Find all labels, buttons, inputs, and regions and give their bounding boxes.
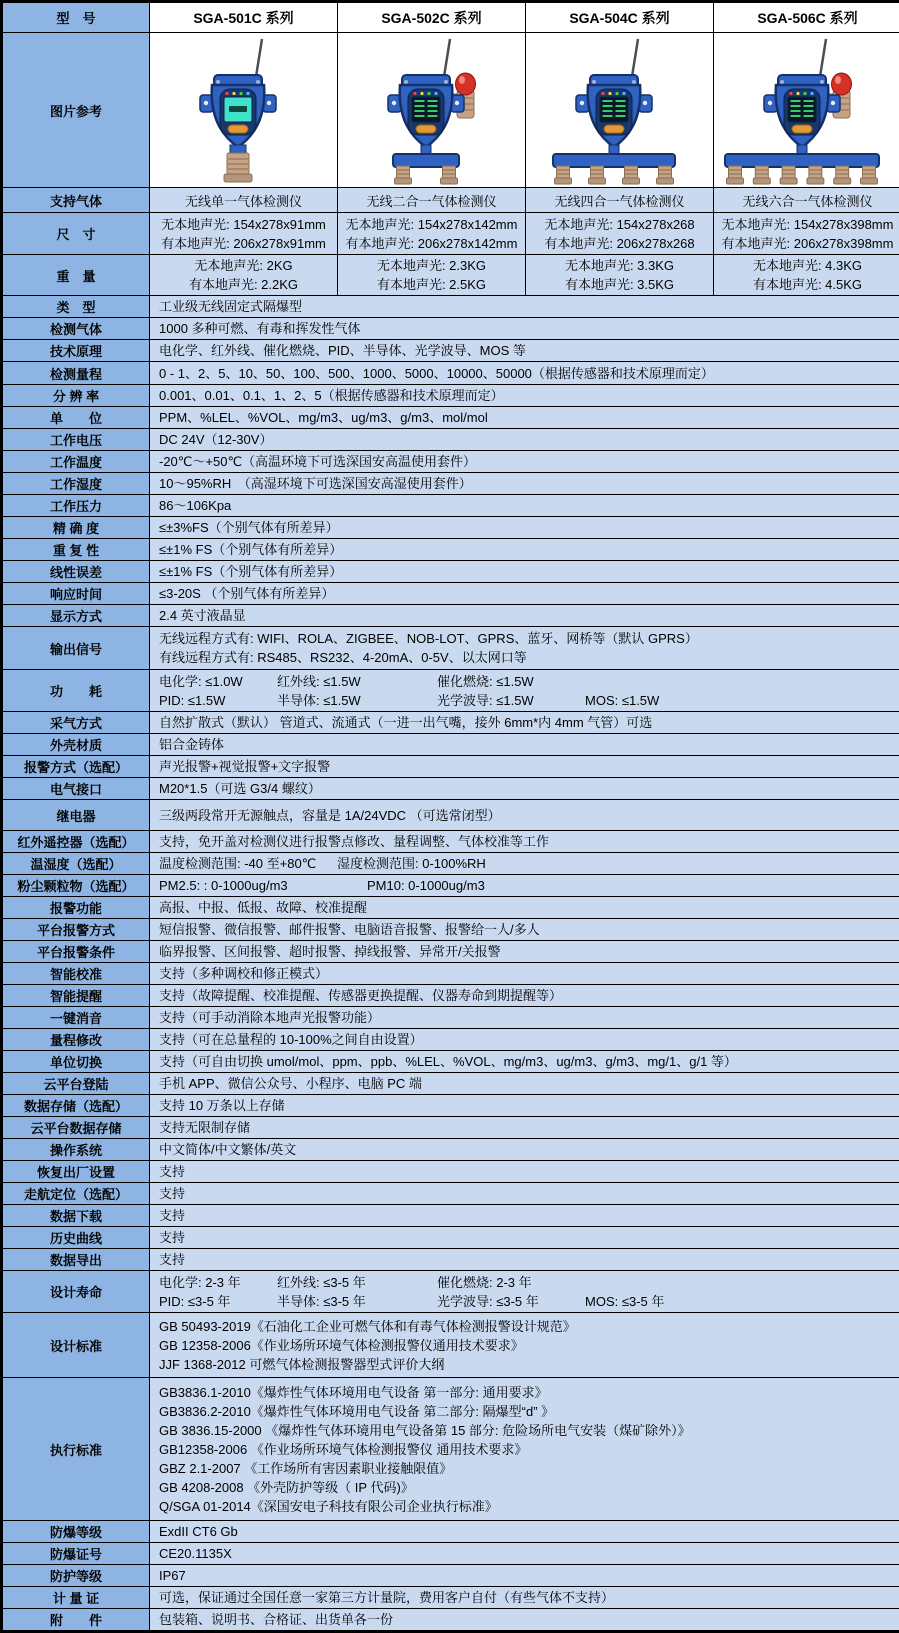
spec-value-line: ≤3-20S （个别气体有所差异） <box>159 584 892 603</box>
gas-type-cell: 无线六合一气体检测仪 <box>714 188 899 213</box>
spec-row <box>3 1073 899 1095</box>
gas-detector-illustration <box>346 35 518 185</box>
spec-value-line: Q/SGA 01-2014《深国安电子科技有限公司企业执行标准》 <box>159 1497 892 1516</box>
spec-value-line: 支持，免开盖对检测仪进行报警点修改、量程调整、气体校准等工作 <box>159 832 892 851</box>
spec-row <box>3 941 899 963</box>
spec-label: 显示方式 <box>3 605 150 627</box>
spec-row <box>3 778 899 800</box>
spec-row <box>3 712 899 734</box>
product-image-sga-502c <box>338 33 526 188</box>
spec-label: 数据导出 <box>3 1249 150 1271</box>
spec-value-line: 支持 <box>159 1206 892 1225</box>
spec-value-line: ≤±3%FS（个别气体有所差异） <box>159 518 892 537</box>
spec-value <box>150 318 899 340</box>
gas-type-cell: 无线四合一气体检测仪 <box>526 188 714 213</box>
spec-value-line: 支持（可在总量程的 10-100%之间自由设置） <box>159 1030 892 1049</box>
spec-label: 平台报警方式 <box>3 919 150 941</box>
spec-label: 数据下载 <box>3 1205 150 1227</box>
spec-value-line: GBZ 2.1-2007 《工作场所有害因素职业接触限值》 <box>159 1459 892 1478</box>
spec-value <box>150 1543 899 1565</box>
spec-row <box>3 318 899 340</box>
spec-row <box>3 1313 899 1378</box>
spec-value-line: GB 4208-2008 《外壳防护等级（ IP 代码)》 <box>159 1478 892 1497</box>
spec-label: 工作湿度 <box>3 473 150 495</box>
spec-row <box>3 451 899 473</box>
size-row-label: 尺 寸 <box>3 213 150 255</box>
spec-value-line: ≤±1% FS（个别气体有所差异） <box>159 562 892 581</box>
spec-label: 单位切换 <box>3 1051 150 1073</box>
spec-value-line: IP67 <box>159 1566 892 1585</box>
spec-value <box>150 734 899 756</box>
spec-row <box>3 1543 899 1565</box>
spec-label: 红外遥控器（选配） <box>3 831 150 853</box>
spec-value <box>150 985 899 1007</box>
spec-value <box>150 1271 899 1313</box>
spec-value <box>150 517 899 539</box>
spec-value-line: GB3836.2-2010《爆炸性气体环境用电气设备 第二部分: 隔爆型“d” 》 <box>159 1402 892 1421</box>
spec-row <box>3 583 899 605</box>
spec-value <box>150 963 899 985</box>
spec-value-line: 支持 <box>159 1184 892 1203</box>
spec-value-line: 有线远程方式有: RS485、RS232、4-20mA、0-5V、以太网口等 <box>159 648 892 667</box>
gas-type-cell: 无线单一气体检测仪 <box>150 188 338 213</box>
spec-label: 继电器 <box>3 800 150 831</box>
size-cell: 无本地声光: 154x278x91mm 有本地声光: 206x278x91mm <box>150 213 338 255</box>
product-image-sga-501c <box>150 33 338 188</box>
spec-value-line: 0.001、0.01、0.1、1、2、5（根据传感器和技术原理而定） <box>159 386 892 405</box>
spec-value-segment: 温度检测范围: -40 至+80℃ <box>159 854 337 873</box>
spec-value-line: 工业级无线固定式隔爆型 <box>159 297 892 316</box>
spec-label: 工作温度 <box>3 451 150 473</box>
gas-detector-illustration <box>534 35 706 185</box>
spec-value-line: 铝合金铸体 <box>159 735 892 754</box>
spec-value <box>150 451 899 473</box>
spec-value-line: 支持 <box>159 1228 892 1247</box>
spec-row <box>3 853 899 875</box>
spec-value-line: GB12358-2006 《作业场所环境气体检测报警仪 通用技术要求》 <box>159 1440 892 1459</box>
spec-row <box>3 362 899 385</box>
spec-label: 防护等级 <box>3 1565 150 1587</box>
model-header-label: 型 号 <box>3 3 150 33</box>
spec-row <box>3 1521 899 1543</box>
product-image-sga-506c <box>714 33 899 188</box>
spec-value-segment: 电化学: 2-3 年 <box>159 1273 277 1292</box>
size-cell: 无本地声光: 154x278x142mm 有本地声光: 206x278x142mm <box>338 213 526 255</box>
spec-row <box>3 605 899 627</box>
spec-label: 检测气体 <box>3 318 150 340</box>
spec-value-segment: MOS: ≤1.5W <box>585 691 659 710</box>
spec-value <box>150 407 899 429</box>
spec-value <box>150 627 899 670</box>
spec-row <box>3 627 899 670</box>
spec-row <box>3 1161 899 1183</box>
spec-value <box>150 583 899 605</box>
spec-label: 智能校准 <box>3 963 150 985</box>
spec-value <box>150 605 899 627</box>
spec-value-line: GB3836.1-2010《爆炸性气体环境用电气设备 第一部分: 通用要求》 <box>159 1383 892 1402</box>
spec-value-line: JJF 1368-2012 可燃气体检测报警器型式评价大纲 <box>159 1355 892 1374</box>
spec-value-segment: 催化燃烧: ≤1.5W <box>437 672 585 691</box>
spec-value-line: 三级两段常开无源触点，容量是 1A/24VDC （可选常闭型） <box>159 806 892 825</box>
spec-label: 单 位 <box>3 407 150 429</box>
spec-value-line: 2.4 英寸液晶显 <box>159 606 892 625</box>
spec-value-segment: PM2.5: : 0-1000ug/m3 <box>159 876 367 895</box>
spec-row <box>3 670 899 712</box>
spec-value <box>150 1521 899 1543</box>
size-row <box>3 213 899 255</box>
spec-value <box>150 1139 899 1161</box>
spec-table <box>2 2 899 1631</box>
spec-value-line: 支持无限制存储 <box>159 1118 892 1137</box>
spec-value-line: 支持 <box>159 1250 892 1269</box>
spec-row <box>3 756 899 778</box>
spec-value-line: 支持 10 万条以上存储 <box>159 1096 892 1115</box>
spec-label: 数据存储（选配） <box>3 1095 150 1117</box>
spec-value-segment: MOS: ≤3-5 年 <box>585 1292 664 1311</box>
spec-label: 技术原理 <box>3 340 150 362</box>
spec-value-line <box>159 876 892 895</box>
spec-label: 走航定位（选配） <box>3 1183 150 1205</box>
spec-value <box>150 340 899 362</box>
spec-value <box>150 670 899 712</box>
gas-type-cell: 无线二合一气体检测仪 <box>338 188 526 213</box>
spec-row <box>3 1227 899 1249</box>
spec-row <box>3 407 899 429</box>
spec-value-segment: PID: ≤1.5W <box>159 691 277 710</box>
spec-label: 输出信号 <box>3 627 150 670</box>
spec-row <box>3 1609 899 1631</box>
spec-row <box>3 919 899 941</box>
spec-row <box>3 875 899 897</box>
spec-value-line: 可选，保证通过全国任意一家第三方计量院，费用客户自付（有些气体不支持） <box>159 1588 892 1607</box>
spec-label: 线性误差 <box>3 561 150 583</box>
spec-row <box>3 1007 899 1029</box>
spec-value-segment: 红外线: ≤3-5 年 <box>277 1273 437 1292</box>
weight-cell: 无本地声光: 2KG 有本地声光: 2.2KG <box>150 255 338 296</box>
spec-row <box>3 1139 899 1161</box>
spec-value-segment: 光学波导: ≤3-5 年 <box>437 1292 585 1311</box>
spec-value <box>150 1095 899 1117</box>
spec-row <box>3 831 899 853</box>
spec-value <box>150 1249 899 1271</box>
model-name-sga-501c: SGA-501C 系列 <box>150 3 338 33</box>
spec-label: 附 件 <box>3 1609 150 1631</box>
spec-label: 功 耗 <box>3 670 150 712</box>
spec-value-segment: 电化学: ≤1.0W <box>159 672 277 691</box>
spec-value-line: 支持 <box>159 1162 892 1181</box>
spec-row <box>3 561 899 583</box>
spec-value-line: 声光报警+视觉报警+文字报警 <box>159 757 892 776</box>
spec-label: 一键消音 <box>3 1007 150 1029</box>
weight-row-label: 重 量 <box>3 255 150 296</box>
spec-row <box>3 385 899 407</box>
spec-value-line: 支持（故障提醒、校准提醒、传感器更换提醒、仪器寿命到期提醒等） <box>159 986 892 1005</box>
spec-value-line: ≤±1% FS（个别气体有所差异） <box>159 540 892 559</box>
spec-label: 响应时间 <box>3 583 150 605</box>
weight-cell: 无本地声光: 4.3KG 有本地声光: 4.5KG <box>714 255 899 296</box>
spec-label: 防爆等级 <box>3 1521 150 1543</box>
spec-value <box>150 1117 899 1139</box>
spec-value-segment: PM10: 0-1000ug/m3 <box>367 876 485 895</box>
spec-label: 电气接口 <box>3 778 150 800</box>
spec-value-line: -20℃～+50℃（高温环境下可选深国安高温使用套件） <box>159 452 892 471</box>
spec-row <box>3 473 899 495</box>
spec-value-segment: 半导体: ≤3-5 年 <box>277 1292 437 1311</box>
spec-value-line: 电化学、红外线、催化燃烧、PID、半导体、光学波导、MOS 等 <box>159 341 892 360</box>
spec-value <box>150 1609 899 1631</box>
spec-label: 操作系统 <box>3 1139 150 1161</box>
spec-value <box>150 539 899 561</box>
spec-value <box>150 919 899 941</box>
spec-row <box>3 1205 899 1227</box>
weight-cell: 无本地声光: 2.3KG 有本地声光: 2.5KG <box>338 255 526 296</box>
spec-value <box>150 1007 899 1029</box>
spec-value-line: M20*1.5（可选 G3/4 螺纹） <box>159 779 892 798</box>
spec-value-line: 0 - 1、2、5、10、50、100、500、1000、5000、10000、50000（根据传感器和技术原理而定） <box>159 364 892 383</box>
model-name-sga-502c: SGA-502C 系列 <box>338 3 526 33</box>
spec-label: 云平台数据存储 <box>3 1117 150 1139</box>
spec-value <box>150 831 899 853</box>
spec-value-line: 高报、中报、低报、故障、校准提醒 <box>159 898 892 917</box>
spec-value-segment: 光学波导: ≤1.5W <box>437 691 585 710</box>
spec-label: 重 复 性 <box>3 539 150 561</box>
spec-row <box>3 1271 899 1313</box>
spec-label: 采气方式 <box>3 712 150 734</box>
spec-row <box>3 1587 899 1609</box>
spec-value <box>150 495 899 517</box>
spec-value-line: PPM、%LEL、%VOL、mg/m3、ug/m3、g/m3、mol/mol <box>159 408 892 427</box>
spec-value <box>150 1378 899 1521</box>
spec-row <box>3 1051 899 1073</box>
spec-value-line: GB 50493-2019《石油化工企业可燃气体和有毒气体检测报警设计规范》 <box>159 1317 892 1336</box>
spec-row <box>3 1183 899 1205</box>
spec-value-line: 支持（多种调校和修正模式） <box>159 964 892 983</box>
spec-row <box>3 517 899 539</box>
spec-value <box>150 875 899 897</box>
spec-value-line: GB 3836.15-2000 《爆炸性气体环境用电气设备第 15 部分: 危险场所电气安装（煤矿除外）》 <box>159 1421 892 1440</box>
spec-label: 报警功能 <box>3 897 150 919</box>
spec-value <box>150 1161 899 1183</box>
size-cell: 无本地声光: 154x278x398mm 有本地声光: 206x278x398mm <box>714 213 899 255</box>
spec-value-line: ExdII CT6 Gb <box>159 1522 892 1541</box>
spec-value-line: DC 24V（12-30V） <box>159 430 892 449</box>
spec-label: 类 型 <box>3 296 150 318</box>
spec-value <box>150 1227 899 1249</box>
spec-value-line: 短信报警、微信报警、邮件报警、电脑语音报警、报警给一人/多人 <box>159 920 892 939</box>
spec-value <box>150 362 899 385</box>
gas-row-label: 支持气体 <box>3 188 150 213</box>
model-name-sga-506c: SGA-506C 系列 <box>714 3 899 33</box>
spec-value-line <box>159 1273 892 1292</box>
spec-value <box>150 561 899 583</box>
spec-value <box>150 1073 899 1095</box>
spec-value <box>150 1029 899 1051</box>
spec-value <box>150 1313 899 1378</box>
spec-label: 检测量程 <box>3 362 150 385</box>
spec-value <box>150 1051 899 1073</box>
spec-label: 外壳材质 <box>3 734 150 756</box>
spec-label: 粉尘颗粒物（选配） <box>3 875 150 897</box>
spec-label: 分 辨 率 <box>3 385 150 407</box>
spec-value-line: 1000 多种可燃、有毒和挥发性气体 <box>159 319 892 338</box>
spec-value-line <box>159 854 892 873</box>
spec-value <box>150 756 899 778</box>
model-header-row <box>3 3 899 33</box>
weight-row <box>3 255 899 296</box>
spec-row <box>3 963 899 985</box>
spec-value <box>150 941 899 963</box>
spec-value-line <box>159 1292 892 1311</box>
spec-row <box>3 1378 899 1521</box>
spec-value-line: 支持（可自由切换 umol/mol、ppm、ppb、%LEL、%VOL、mg/m3、ug/m3、g/m3、mg/1、g/1 等） <box>159 1052 892 1071</box>
spec-label: 设计标准 <box>3 1313 150 1378</box>
product-image-row <box>3 33 899 188</box>
spec-label: 云平台登陆 <box>3 1073 150 1095</box>
spec-value <box>150 1205 899 1227</box>
spec-label: 计 量 证 <box>3 1587 150 1609</box>
spec-value <box>150 473 899 495</box>
spec-value-line <box>159 691 892 710</box>
spec-label: 执行标准 <box>3 1378 150 1521</box>
spec-row <box>3 1249 899 1271</box>
spec-row <box>3 539 899 561</box>
spec-value-line: 无线远程方式有: WIFI、ROLA、ZIGBEE、NOB-LOT、GPRS、蓝牙、网桥等（默认 GPRS） <box>159 629 892 648</box>
model-name-sga-504c: SGA-504C 系列 <box>526 3 714 33</box>
spec-value <box>150 385 899 407</box>
spec-label: 精 确 度 <box>3 517 150 539</box>
weight-cell: 无本地声光: 3.3KG 有本地声光: 3.5KG <box>526 255 714 296</box>
spec-label: 工作电压 <box>3 429 150 451</box>
spec-value <box>150 778 899 800</box>
spec-value <box>150 1565 899 1587</box>
spec-value <box>150 800 899 831</box>
spec-row <box>3 429 899 451</box>
spec-label: 防爆证号 <box>3 1543 150 1565</box>
spec-value-segment: 半导体: ≤1.5W <box>277 691 437 710</box>
spec-value-segment: 红外线: ≤1.5W <box>277 672 437 691</box>
spec-label: 平台报警条件 <box>3 941 150 963</box>
spec-value-line: 86～106Kpa <box>159 496 892 515</box>
gas-detector-illustration <box>722 35 894 185</box>
spec-label: 量程修改 <box>3 1029 150 1051</box>
spec-value-line <box>159 672 892 691</box>
spec-label: 设计寿命 <box>3 1271 150 1313</box>
gas-detector-illustration <box>158 35 330 185</box>
spec-value-line: 10～95%RH （高湿环境下可选深国安高湿使用套件） <box>159 474 892 493</box>
spec-value-line: 中文简体/中文繁体/英文 <box>159 1140 892 1159</box>
spec-value-segment: PID: ≤3-5 年 <box>159 1292 277 1311</box>
spec-label: 恢复出厂设置 <box>3 1161 150 1183</box>
spec-label: 工作压力 <box>3 495 150 517</box>
spec-row <box>3 1117 899 1139</box>
spec-row <box>3 1095 899 1117</box>
spec-value-line: 支持（可手动消除本地声光报警功能） <box>159 1008 892 1027</box>
spec-label: 温湿度（选配） <box>3 853 150 875</box>
spec-row <box>3 734 899 756</box>
spec-row <box>3 985 899 1007</box>
spec-label: 历史曲线 <box>3 1227 150 1249</box>
product-image-sga-504c <box>526 33 714 188</box>
spec-row <box>3 800 899 831</box>
spec-value <box>150 296 899 318</box>
spec-value-line: GB 12358-2006《作业场所环境气体检测报警仪通用技术要求》 <box>159 1336 892 1355</box>
spec-value-segment: 湿度检测范围: 0-100%RH <box>337 854 486 873</box>
spec-row <box>3 296 899 318</box>
spec-value <box>150 712 899 734</box>
spec-row <box>3 340 899 362</box>
spec-value <box>150 897 899 919</box>
spec-value-line: 自然扩散式（默认） 管道式、流通式（一进一出气嘴，接外 6mm*内 4mm 气管）可选 <box>159 713 892 732</box>
spec-row <box>3 495 899 517</box>
spec-label: 智能提醒 <box>3 985 150 1007</box>
spec-value-line: 临界报警、区间报警、超时报警、掉线报警、异常开/关报警 <box>159 942 892 961</box>
spec-value-line: 手机 APP、微信公众号、小程序、电脑 PC 端 <box>159 1074 892 1093</box>
image-row-label: 图片参考 <box>3 33 150 188</box>
spec-label: 报警方式（选配） <box>3 756 150 778</box>
spec-value <box>150 1183 899 1205</box>
spec-value <box>150 429 899 451</box>
spec-value <box>150 1587 899 1609</box>
spec-row <box>3 1029 899 1051</box>
spec-row <box>3 1565 899 1587</box>
spec-value-line: 包装箱、说明书、合格证、出货单各一份 <box>159 1610 892 1629</box>
spec-row <box>3 897 899 919</box>
spec-value-line: CE20.1135X <box>159 1544 892 1563</box>
spec-value-segment: 催化燃烧: 2-3 年 <box>437 1273 585 1292</box>
size-cell: 无本地声光: 154x278x268 有本地声光: 206x278x268 <box>526 213 714 255</box>
spec-value <box>150 853 899 875</box>
supported-gas-row <box>3 188 899 213</box>
